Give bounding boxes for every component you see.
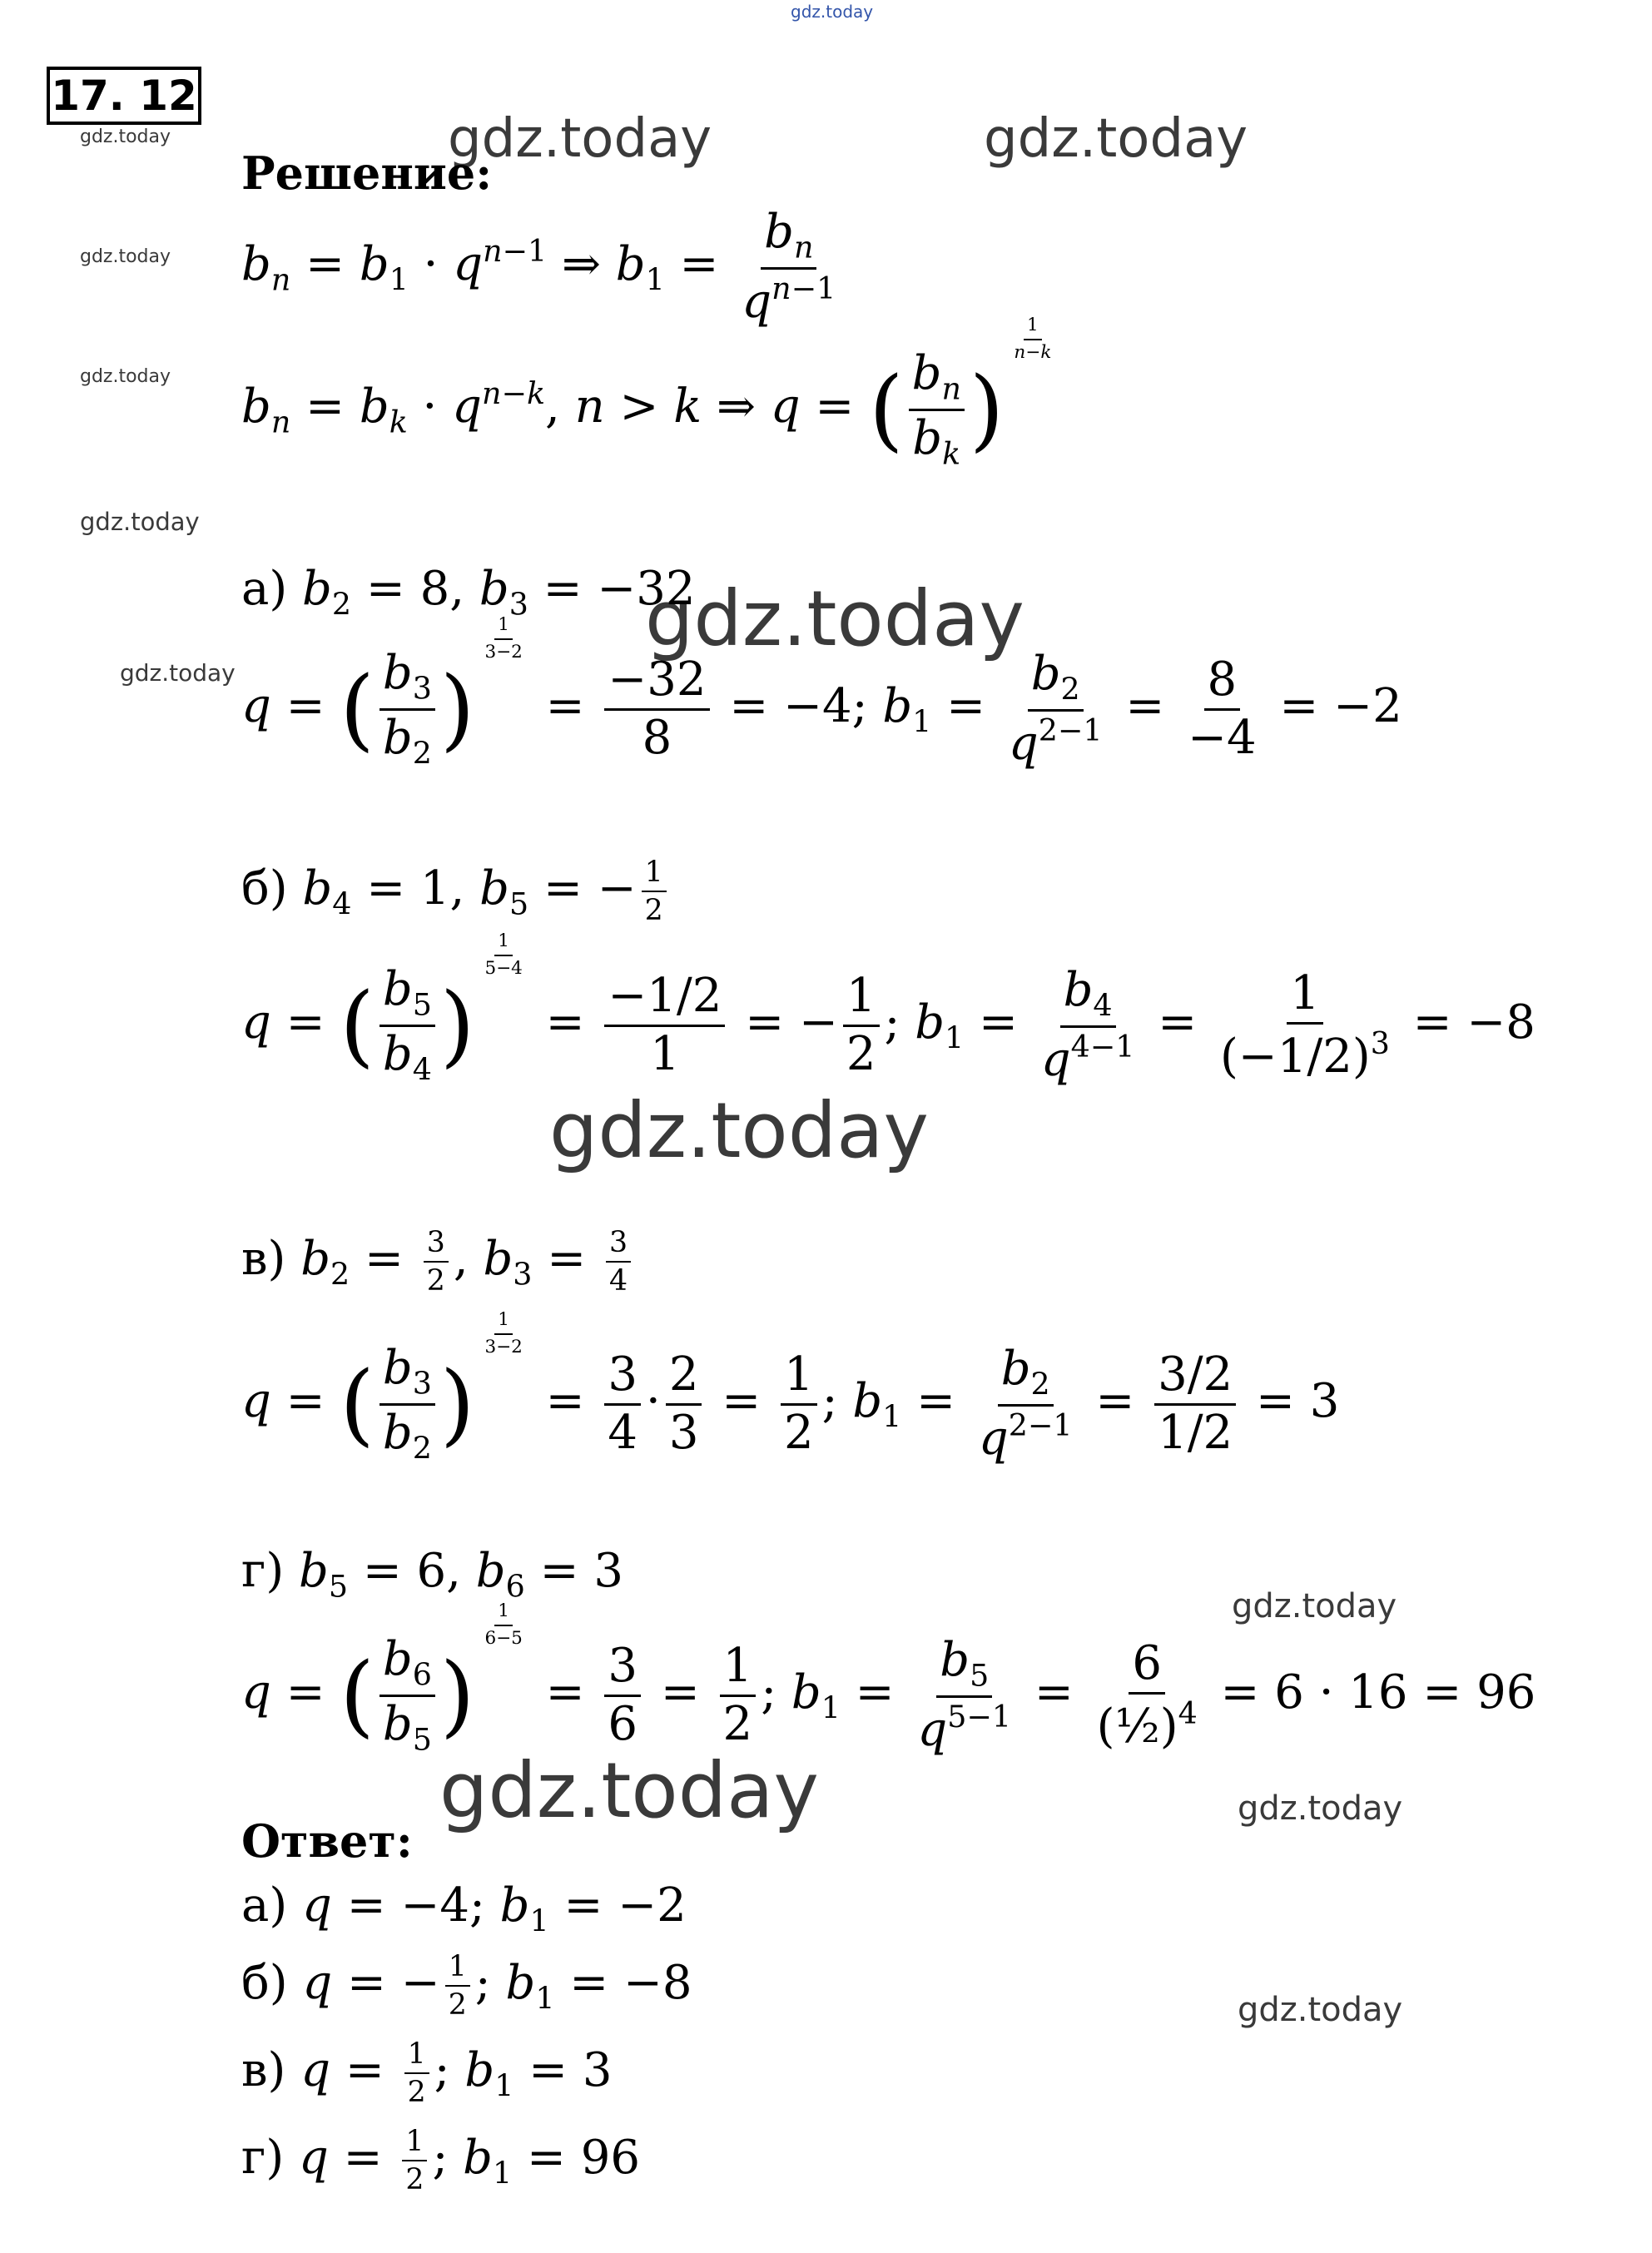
part-g-given: г) $b_5 = 6$, $b_6 = 3$ [241, 1544, 623, 1605]
answer-a-b1: −2 [618, 1878, 687, 1933]
watermark-large-5: gdz.today [439, 1746, 819, 1835]
answer-a: а) q = −4; $b_1 = -2$ [241, 1878, 687, 1939]
part-g-solution: q = ( $\frac{b_6}{b_5}$ ) $\frac{1}{6-5}$ = $\frac{3}{6}$ = $\frac{1}{2}$ ; $b_1$ = $\frac{b_5}{q^{5-1}}$ = $\frac{6}{(\frac{1}{2})^4}$ = 6 · 16 = 96 [241, 1600, 1536, 1758]
part-a-solution: q = ( $\frac{b_3}{b_2}$ ) $\frac{1}{3-2}$ = $\frac{-32}{8}$ = −4; $b_1$ = $\frac{b_2}{q^{2-1}}$ = $\frac{8}{-4}$ = −2 [241, 614, 1402, 772]
watermark-side-3: gdz.today [80, 366, 171, 387]
part-v-solution: q = ( $\frac{b_3}{b_2}$ ) $\frac{1}{3-2}$ = $\frac{3}{4}$ · $\frac{2}{3}$ = $\frac{1}{2}$ ; $b_1$ = $\frac{b_2}{q^{2-1}}$ = $\frac{3/2}{1/2}$ = 3 [241, 1309, 1340, 1466]
answer-g: г) q = $\frac{1}{2}$ ; $b_1 = 96$ [241, 2125, 640, 2197]
formula-ratio: $b_n = b_k \cdot q^{n-k}$, n > k ⇒ q = ( $\frac{b_n}{b_k}$ ) $\frac{1}{n-k}$ [241, 315, 1052, 472]
watermark-large-2: gdz.today [984, 108, 1248, 170]
part-b-given: б) $b_4 = 1$, $b_5$ = − $\frac{1}{2}$ [241, 857, 672, 926]
watermark-large-3: gdz.today [645, 574, 1024, 663]
part-a-given: а) $b_2 = 8$, $b_3 = -32$ [241, 562, 696, 623]
formula-general: $b_n = b_1 \cdot q^{n-1}$ ⇒ $b_1$ = $\frac{b_n}{q^{n-1}}$ [241, 205, 836, 329]
problem-number: 17. 12 [47, 67, 201, 125]
watermark-top: gdz.today [791, 2, 874, 22]
answer-g-b1: 96 [580, 2130, 640, 2185]
watermark-side-5: gdz.today [120, 659, 236, 687]
watermark-right-3: gdz.today [1238, 1991, 1403, 2029]
part-b-solution: q = ( $\frac{b_5}{b_4}$ ) $\frac{1}{5-4}$ = $\frac{-1/2}{1}$ = − $\frac{1}{2}$ ; $b_1$ = $\frac{b_4}{q^{4-1}}$ = $\frac{1}{(-1/2)^3}$ = −8 [241, 930, 1535, 1088]
answer-label: Ответ: [241, 1814, 413, 1868]
answer-v-b1: 3 [582, 2042, 613, 2097]
answer-a-q: −4 [400, 1878, 469, 1933]
answer-v: в) q = $\frac{1}{2}$ ; $b_1 = 3$ [241, 2037, 613, 2110]
answer-b: б) q = − $\frac{1}{2}$ ; $b_1 = -8$ [241, 1950, 692, 2022]
watermark-side-4: gdz.today [80, 508, 200, 536]
watermark-side-2: gdz.today [80, 246, 171, 267]
watermark-right-1: gdz.today [1232, 1587, 1397, 1625]
watermark-right-2: gdz.today [1238, 1789, 1403, 1828]
watermark-large-1: gdz.today [448, 108, 712, 170]
answer-b-b1: −8 [623, 1955, 692, 2010]
watermark-large-4: gdz.today [549, 1086, 929, 1175]
solution-label: Решение: [241, 146, 493, 200]
watermark-side-1: gdz.today [80, 127, 171, 147]
part-v-given: в) $b_2$ = $\frac{3}{2}$ , $b_3$ = $\frac{3}{4}$ [241, 1228, 636, 1297]
